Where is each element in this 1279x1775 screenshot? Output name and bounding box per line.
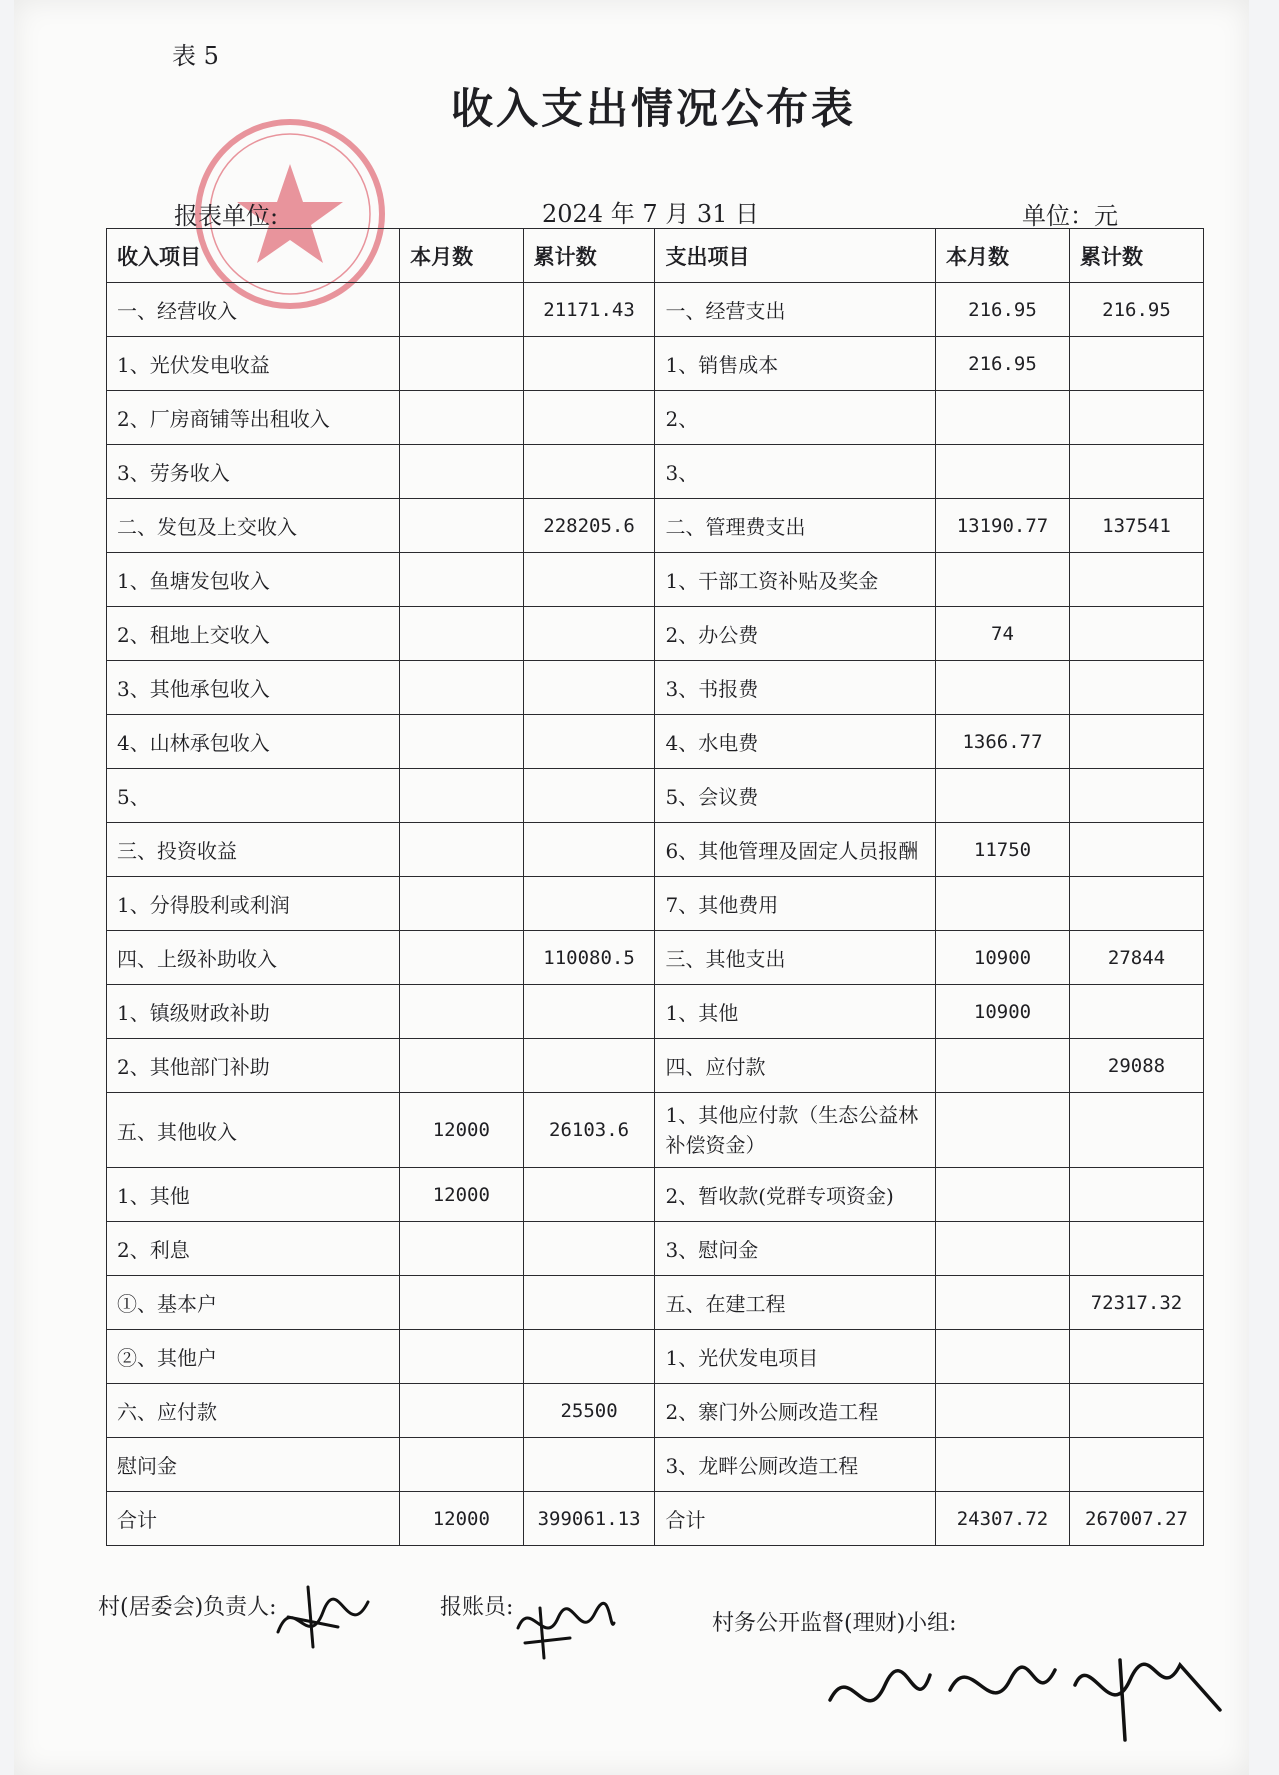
supervisor-label: 村务公开监督(理财)小组: [712,1611,957,1636]
supervisor-signatures [820,1630,1240,1750]
cell-income-month [400,1330,524,1384]
currency-unit: 单位：元 [1022,202,1118,230]
cell-expense-item: 二、管理费支出 [655,499,936,553]
cell-income-month [400,607,524,661]
cell-income-month [400,661,524,715]
cell-income-total [523,769,655,823]
cell-expense-item: 2、暂收款(党群专项资金) [655,1168,936,1222]
cell-income-total [523,553,655,607]
cell-income-month [400,1276,524,1330]
cell-expense-month: 216.95 [936,283,1070,337]
cell-expense-total: 216.95 [1069,283,1203,337]
cell-expense-month: 74 [936,607,1070,661]
cell-expense-item: 2、寨门外公厕改造工程 [655,1384,936,1438]
cell-expense-item: 3、 [655,445,936,499]
cell-expense-total [1069,1093,1203,1168]
income-expense-table [106,228,1204,1546]
cell-income-item: 2、利息 [107,1222,400,1276]
cell-expense-item: 2、 [655,391,936,445]
cell-expense-item: 一、经营支出 [655,283,936,337]
table-row [107,283,1204,337]
cell-income-item: 1、光伏发电收益 [107,337,400,391]
cell-income-item: 一、经营收入 [107,283,400,337]
cell-income-month [400,1384,524,1438]
cell-expense-total: 137541 [1069,499,1203,553]
cell-expense-month [936,391,1070,445]
accountant-label: 报账员: [440,1595,514,1620]
header-expense-item: 支出项目 [655,229,936,283]
cell-income-month [400,553,524,607]
cell-income-total: 25500 [523,1384,655,1438]
cell-expense-total: 27844 [1069,931,1203,985]
cell-income-total [523,1222,655,1276]
table-row [107,1168,1204,1222]
cell-expense-month [936,445,1070,499]
cell-expense-item: 3、书报费 [655,661,936,715]
header-expense-total: 累计数 [1069,229,1203,283]
accountant-signature [510,1588,620,1668]
cell-income-month [400,445,524,499]
cell-expense-total [1069,877,1203,931]
cell-income-item: 4、山林承包收入 [107,715,400,769]
cell-expense-total [1069,391,1203,445]
cell-income-total: 228205.6 [523,499,655,553]
table-row [107,931,1204,985]
cell-expense-month: 216.95 [936,337,1070,391]
cell-income-item: ②、其他户 [107,1330,400,1384]
report-date: 2024 年 7 月 31 日 [542,200,760,228]
cell-income-month [400,337,524,391]
cell-income-total [523,1168,655,1222]
cell-income-month [400,769,524,823]
cell-expense-item: 合计 [655,1492,936,1546]
cell-expense-total [1069,1438,1203,1492]
table-row [107,499,1204,553]
cell-expense-item: 1、销售成本 [655,337,936,391]
cell-income-total [523,1330,655,1384]
cell-income-total [523,1276,655,1330]
table-row [107,1438,1204,1492]
cell-income-total [523,661,655,715]
cell-income-item: 2、租地上交收入 [107,607,400,661]
cell-income-total [523,337,655,391]
cell-expense-total [1069,823,1203,877]
cell-expense-month [936,769,1070,823]
header-expense-month: 本月数 [936,229,1070,283]
cell-income-item: 1、分得股利或利润 [107,877,400,931]
cell-income-item: ①、基本户 [107,1276,400,1330]
cell-income-item: 合计 [107,1492,400,1546]
cell-expense-item: 7、其他费用 [655,877,936,931]
cell-expense-total: 267007.27 [1069,1492,1203,1546]
cell-income-total [523,1039,655,1093]
table-row [107,553,1204,607]
cell-income-total: 110080.5 [523,931,655,985]
cell-income-month [400,283,524,337]
table-row [107,661,1204,715]
cell-income-total [523,1438,655,1492]
table-row [107,985,1204,1039]
cell-expense-month [936,877,1070,931]
cell-income-month [400,985,524,1039]
cell-expense-month [936,1384,1070,1438]
cell-expense-total [1069,1384,1203,1438]
cell-expense-total [1069,1222,1203,1276]
cell-income-month: 12000 [400,1093,524,1168]
cell-income-month [400,823,524,877]
table-row [107,1039,1204,1093]
cell-income-month [400,499,524,553]
cell-expense-month [936,1039,1070,1093]
cell-expense-month [936,1222,1070,1276]
cell-expense-item: 5、会议费 [655,769,936,823]
leader-signature [268,1572,378,1662]
table-number: 表 5 [172,42,219,70]
cell-income-month [400,391,524,445]
cell-income-item: 慰问金 [107,1438,400,1492]
cell-income-total [523,877,655,931]
cell-income-month: 12000 [400,1168,524,1222]
cell-income-item: 1、其他 [107,1168,400,1222]
cell-expense-month: 24307.72 [936,1492,1070,1546]
cell-income-item: 3、劳务收入 [107,445,400,499]
page-title: 收入支出情况公布表 [450,84,856,133]
cell-expense-total [1069,337,1203,391]
cell-expense-total: 29088 [1069,1039,1203,1093]
leader-label: 村(居委会)负责人: [98,1595,277,1620]
table-row [107,823,1204,877]
cell-income-item: 2、厂房商铺等出租收入 [107,391,400,445]
table-row [107,1276,1204,1330]
cell-income-total [523,607,655,661]
cell-expense-item: 3、慰问金 [655,1222,936,1276]
cell-expense-item: 四、应付款 [655,1039,936,1093]
cell-expense-item: 三、其他支出 [655,931,936,985]
table-row [107,1093,1204,1168]
cell-expense-month [936,661,1070,715]
cell-expense-total [1069,985,1203,1039]
header-income-item: 收入项目 [107,229,400,283]
cell-expense-total [1069,1330,1203,1384]
cell-income-total [523,985,655,1039]
cell-income-item: 五、其他收入 [107,1093,400,1168]
cell-expense-item: 2、办公费 [655,607,936,661]
cell-income-item: 2、其他部门补助 [107,1039,400,1093]
cell-income-item: 3、其他承包收入 [107,661,400,715]
cell-income-item: 三、投资收益 [107,823,400,877]
cell-income-item: 5、 [107,769,400,823]
table-row [107,1384,1204,1438]
header-income-month: 本月数 [400,229,524,283]
cell-expense-item: 6、其他管理及固定人员报酬 [655,823,936,877]
cell-income-item: 1、镇级财政补助 [107,985,400,1039]
cell-income-total [523,445,655,499]
cell-expense-month: 10900 [936,931,1070,985]
cell-income-month: 12000 [400,1492,524,1546]
cell-expense-month: 10900 [936,985,1070,1039]
cell-income-month [400,1222,524,1276]
cell-income-month [400,1438,524,1492]
table-row [107,769,1204,823]
table-row [107,1330,1204,1384]
cell-income-month [400,715,524,769]
cell-expense-month [936,1438,1070,1492]
cell-expense-item: 五、在建工程 [655,1276,936,1330]
total-row [107,1492,1204,1546]
cell-income-item: 1、鱼塘发包收入 [107,553,400,607]
cell-expense-month [936,1276,1070,1330]
cell-expense-month: 13190.77 [936,499,1070,553]
table-row [107,445,1204,499]
cell-expense-month [936,553,1070,607]
table-row [107,1222,1204,1276]
report-unit-label: 报表单位: [174,202,279,230]
cell-income-total: 399061.13 [523,1492,655,1546]
cell-expense-total [1069,445,1203,499]
cell-expense-month: 11750 [936,823,1070,877]
cell-expense-total [1069,553,1203,607]
table-row [107,607,1204,661]
cell-income-total: 21171.43 [523,283,655,337]
cell-expense-item: 3、龙畔公厕改造工程 [655,1438,936,1492]
cell-expense-total: 72317.32 [1069,1276,1203,1330]
table-row [107,715,1204,769]
cell-income-item: 二、发包及上交收入 [107,499,400,553]
cell-expense-item: 1、其他 [655,985,936,1039]
cell-expense-item: 1、其他应付款（生态公益林补偿资金） [655,1093,936,1168]
table-header-row [107,229,1204,283]
cell-expense-month [936,1093,1070,1168]
cell-expense-total [1069,661,1203,715]
cell-income-total: 26103.6 [523,1093,655,1168]
cell-income-item: 六、应付款 [107,1384,400,1438]
cell-income-total [523,715,655,769]
cell-expense-month: 1366.77 [936,715,1070,769]
cell-expense-total [1069,607,1203,661]
cell-expense-item: 1、光伏发电项目 [655,1330,936,1384]
cell-income-total [523,823,655,877]
cell-expense-total [1069,715,1203,769]
cell-expense-month [936,1168,1070,1222]
cell-expense-item: 4、水电费 [655,715,936,769]
cell-income-total [523,391,655,445]
cell-income-month [400,1039,524,1093]
table-row [107,877,1204,931]
table-row [107,337,1204,391]
cell-income-item: 四、上级补助收入 [107,931,400,985]
cell-expense-month [936,1330,1070,1384]
cell-expense-item: 1、干部工资补贴及奖金 [655,553,936,607]
cell-expense-total [1069,769,1203,823]
header-income-total: 累计数 [523,229,655,283]
table-row [107,391,1204,445]
cell-income-month [400,931,524,985]
cell-expense-total [1069,1168,1203,1222]
cell-income-month [400,877,524,931]
